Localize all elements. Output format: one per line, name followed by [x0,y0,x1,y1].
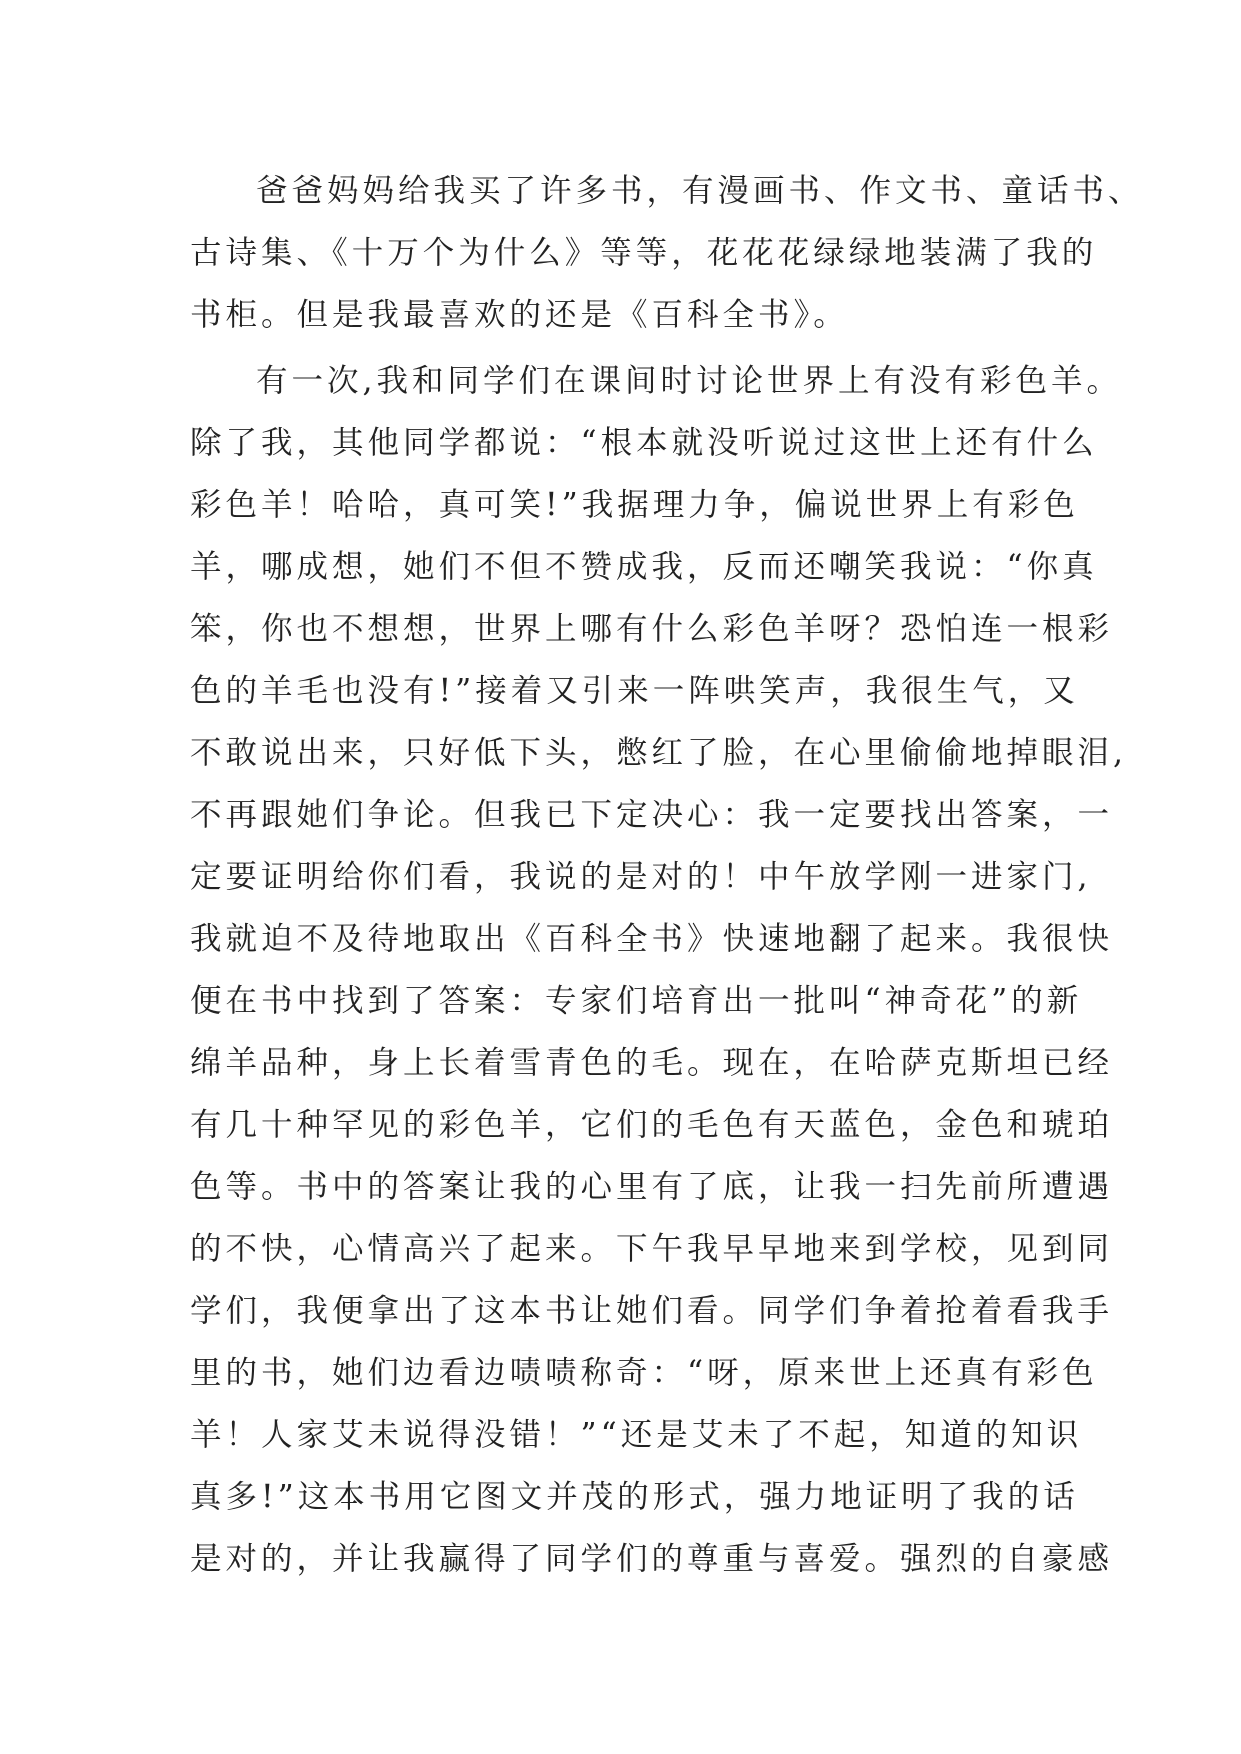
text-line: 不敢说出来，只好低下头，憋红了脸，在心里偷偷地掉眼泪, [190,735,1128,771]
paragraph-2 [190,350,1128,1590]
document-body [190,160,1144,1590]
text-line: 里的书，她们边看边啧啧称奇：“呀，原来世上还真有彩色 [190,1355,1098,1391]
text-line: 有几十种罕见的彩色羊，它们的毛色有天蓝色，金色和琥珀 [190,1107,1114,1143]
text-line: 羊！人家艾未说得没错！”“还是艾未了不起，知道的知识 [190,1417,1083,1453]
text-line: 学们，我便拿出了这本书让她们看。同学们争着抢着看我手 [190,1293,1114,1329]
text-line: 书柜。但是我最喜欢的还是《百科全书》。 [190,297,849,333]
text-line: 的不快，心情高兴了起来。下午我早早地来到学校，见到同 [190,1231,1114,1267]
text-line: 色等。书中的答案让我的心里有了底，让我一扫先前所遭遇 [190,1169,1114,1205]
text-line: 便在书中找到了答案：专家们培育出一批叫“神奇花”的新 [190,983,1083,1019]
text-line: 彩色羊！哈哈，真可笑!”我据理力争，偏说世界上有彩色 [190,487,1079,523]
text-line: 绵羊品种，身上长着雪青色的毛。现在，在哈萨克斯坦已经 [190,1045,1114,1081]
text-line: 笨，你也不想想，世界上哪有什么彩色羊呀？恐怕连一根彩 [190,611,1114,647]
text-line: 我就迫不及待地取出《百科全书》快速地翻了起来。我很快 [190,921,1114,957]
text-line: 不再跟她们争论。但我已下定决心：我一定要找出答案，一 [190,797,1114,833]
text-line: 是对的，并让我赢得了同学们的尊重与喜爱。强烈的自豪感 [190,1541,1114,1577]
text-line: 古诗集、《十万个为什么》等等，花花花绿绿地装满了我的 [190,235,1098,271]
text-line: 色的羊毛也没有!”接着又引来一阵哄笑声，我很生气，又 [190,673,1079,709]
text-line: 爸爸妈妈给我买了许多书，有漫画书、作文书、童话书、 [256,173,1144,209]
text-line: 有一次,我和同学们在课间时讨论世界上有没有彩色羊。 [256,363,1123,399]
text-line: 真多!”这本书用它图文并茂的形式，强力地证明了我的话 [190,1479,1079,1515]
text-line: 除了我，其他同学都说：“根本就没听说过这世上还有什么 [190,425,1098,461]
text-line: 定要证明给你们看，我说的是对的！中午放学刚一进家门, [190,859,1092,895]
text-line: 羊，哪成想，她们不但不赞成我，反而还嘲笑我说：“你真 [190,549,1098,585]
paragraph-1 [190,160,1144,346]
